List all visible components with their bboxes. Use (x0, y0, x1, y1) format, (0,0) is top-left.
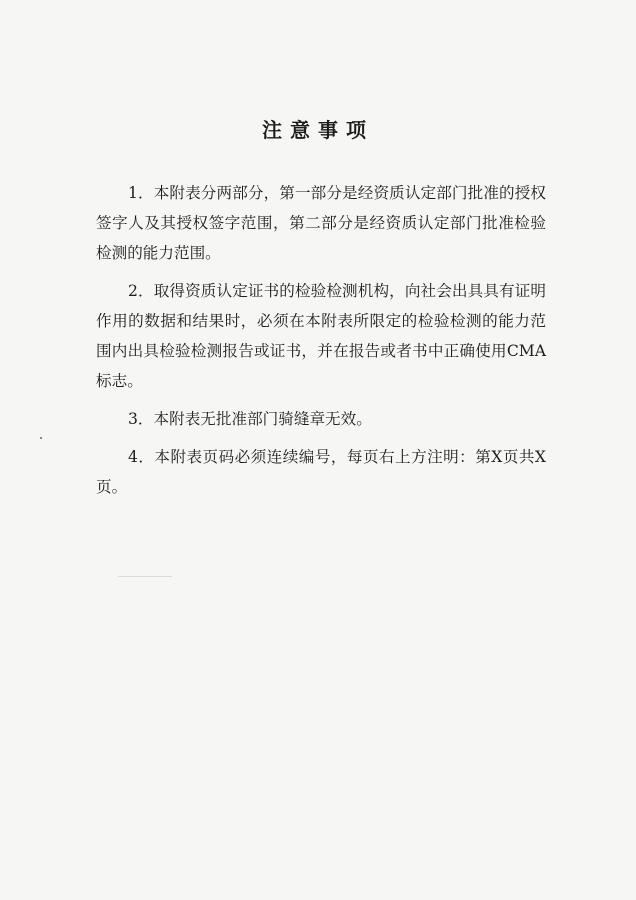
notice-item-4: 4．本附表页码必须连续编号，每页右上方注明：第X页共X页。 (96, 448, 546, 496)
page-title: 注意事项 (262, 118, 374, 142)
notice-item-3: 3．本附表无批准部门骑缝章无效。 (128, 410, 372, 428)
notice-list (96, 178, 546, 510)
notice-item-2: 2．取得资质认定证书的检验检测机构，向社会出具具有证明作用的数据和结果时，必须在本附表所限定的检验检测的能力范围内出具检验检测报告或证书，并在报告或者书中正确使用CMA标志。 (96, 282, 546, 390)
notice-item-1: 1．本附表分两部分，第一部分是经资质认定部门批准的授权签字人及其授权签字范围，第二部分是经资质认定部门批准检验检测的能力范围。 (96, 184, 546, 262)
scan-speck (40, 437, 42, 439)
scan-faint-line (118, 576, 172, 577)
